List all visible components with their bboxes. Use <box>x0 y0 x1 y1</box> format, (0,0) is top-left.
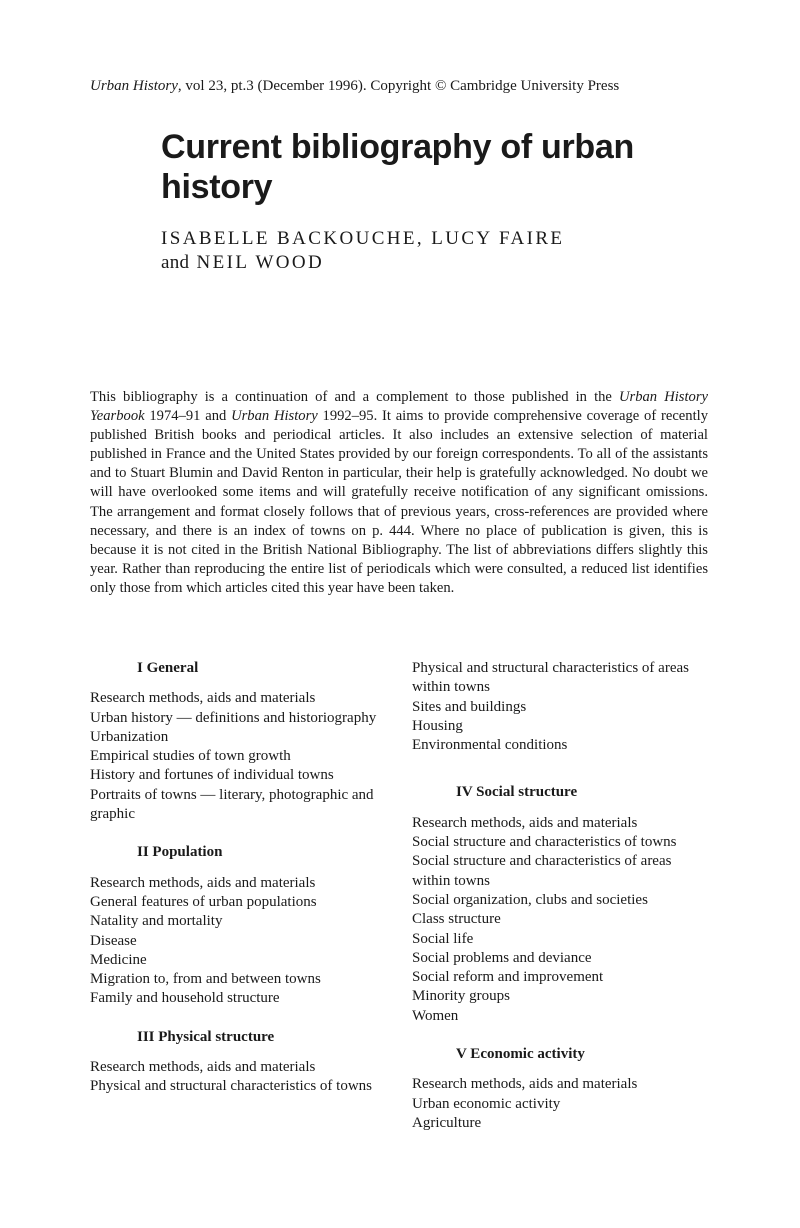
section-heading: V Economic activity <box>456 1046 585 1063</box>
list-item: Research methods, aids and materials <box>90 1059 316 1076</box>
intro-yearbook-title: Urban History Yearbook <box>90 389 708 425</box>
list-item: Portraits of towns — literary, photographic and graphic <box>90 786 374 823</box>
list-item: Sites and buildings <box>412 698 527 715</box>
section-economic <box>412 1045 712 1133</box>
section-physical <box>90 1028 390 1097</box>
list-item: Urbanization <box>90 728 169 745</box>
list-item: Urban economic activity <box>412 1095 561 1112</box>
journal-header <box>90 76 619 96</box>
list-item: General features of urban populations <box>90 893 317 910</box>
list-item: Migration to, from and between towns <box>90 971 321 988</box>
introduction-paragraph <box>90 388 708 598</box>
section-physical-continued <box>412 659 712 755</box>
list-item: Research methods, aids and materials <box>412 814 638 831</box>
list-item: Class structure <box>412 911 501 928</box>
section-heading: IV Social structure <box>456 784 578 801</box>
list-item: Research methods, aids and materials <box>412 1076 638 1093</box>
section-heading: III Physical structure <box>137 1028 275 1045</box>
journal-name: Urban History <box>90 78 178 94</box>
section-heading: I General <box>137 660 199 676</box>
section-population <box>90 843 390 1008</box>
list-item: Women <box>412 1007 459 1024</box>
list-item: Natality and mortality <box>90 913 223 930</box>
authors-line-1: ISABELLE BACKOUCHE, LUCY FAIRE <box>161 228 565 249</box>
list-item: Empirical studies of town growth <box>90 748 291 765</box>
authors-and: and <box>161 252 190 273</box>
list-item: Social structure and characteristics of areas within towns <box>412 853 672 889</box>
list-item: Physical and structural characteristics of areas within towns <box>412 660 689 696</box>
list-item: Social life <box>412 930 474 947</box>
list-item: Urban history — definitions and historiography <box>90 709 377 726</box>
section-heading: II Population <box>137 844 223 861</box>
contents-left-column <box>90 659 390 1116</box>
list-item: Social reform and improvement <box>412 969 604 986</box>
authors-line-2 <box>161 251 564 275</box>
intro-text-1: This bibliography is a continuation of and a complement to those published in the <box>90 389 619 405</box>
intro-text-3: 1992–95. It aims to provide comprehensive coverage of recently published British books and periodical articles. It also includes an extensive selection of material published in France and the United States provided by our foreign correspondents. To all of the assistants and to Stuart Blumin and David Renton in particular, their help is gratefully acknowledged. No doubt we will have overlooked some items and will gratefully receive notification of any significant omissions. The arrangement and format closely follows that of previous years, cross-references are provided where necessary, and there is an index of towns on p. 444. Where no place of publication is given, this is because it is not cited in the British National Bibliography. The list of abbreviations differs slightly this year. Rather than reproducing the entire list of periodicals which were consulted, a reduced list identifies only those from which articles cited this year have been taken. <box>90 408 708 596</box>
intro-journal-title: Urban History <box>231 408 318 425</box>
list-item: Medicine <box>90 951 147 968</box>
list-item: Social problems and deviance <box>412 949 592 966</box>
section-items <box>412 814 712 1026</box>
list-item: Research methods, aids and materials <box>90 690 316 707</box>
list-item: Social structure and characteristics of towns <box>412 834 677 851</box>
list-item: Agriculture <box>412 1114 482 1131</box>
author-list <box>161 227 564 275</box>
list-item: History and fortunes of individual towns <box>90 767 334 784</box>
contents-right-column <box>412 659 712 1152</box>
list-item: Environmental conditions <box>412 737 568 754</box>
authors-last: NEIL WOOD <box>196 252 325 273</box>
section-items <box>412 1075 712 1133</box>
section-items <box>90 874 390 1009</box>
intro-text-2: 1974–91 and <box>144 408 232 425</box>
list-item: Minority groups <box>412 988 510 1005</box>
article-title: Current bibliography of urban history <box>161 128 634 206</box>
section-items <box>90 689 390 824</box>
list-item: Physical and structural characteristics of towns <box>90 1078 372 1095</box>
section-general <box>90 659 390 824</box>
section-social <box>412 783 712 1026</box>
section-items <box>90 1058 390 1097</box>
list-item: Research methods, aids and materials <box>90 874 316 891</box>
list-item: Social organization, clubs and societies <box>412 891 648 908</box>
list-item: Housing <box>412 717 463 734</box>
journal-details: , vol 23, pt.3 (December 1996). Copyright © Cambridge University Press <box>177 78 620 94</box>
list-item: Disease <box>90 932 137 949</box>
list-item: Family and household structure <box>90 990 280 1007</box>
